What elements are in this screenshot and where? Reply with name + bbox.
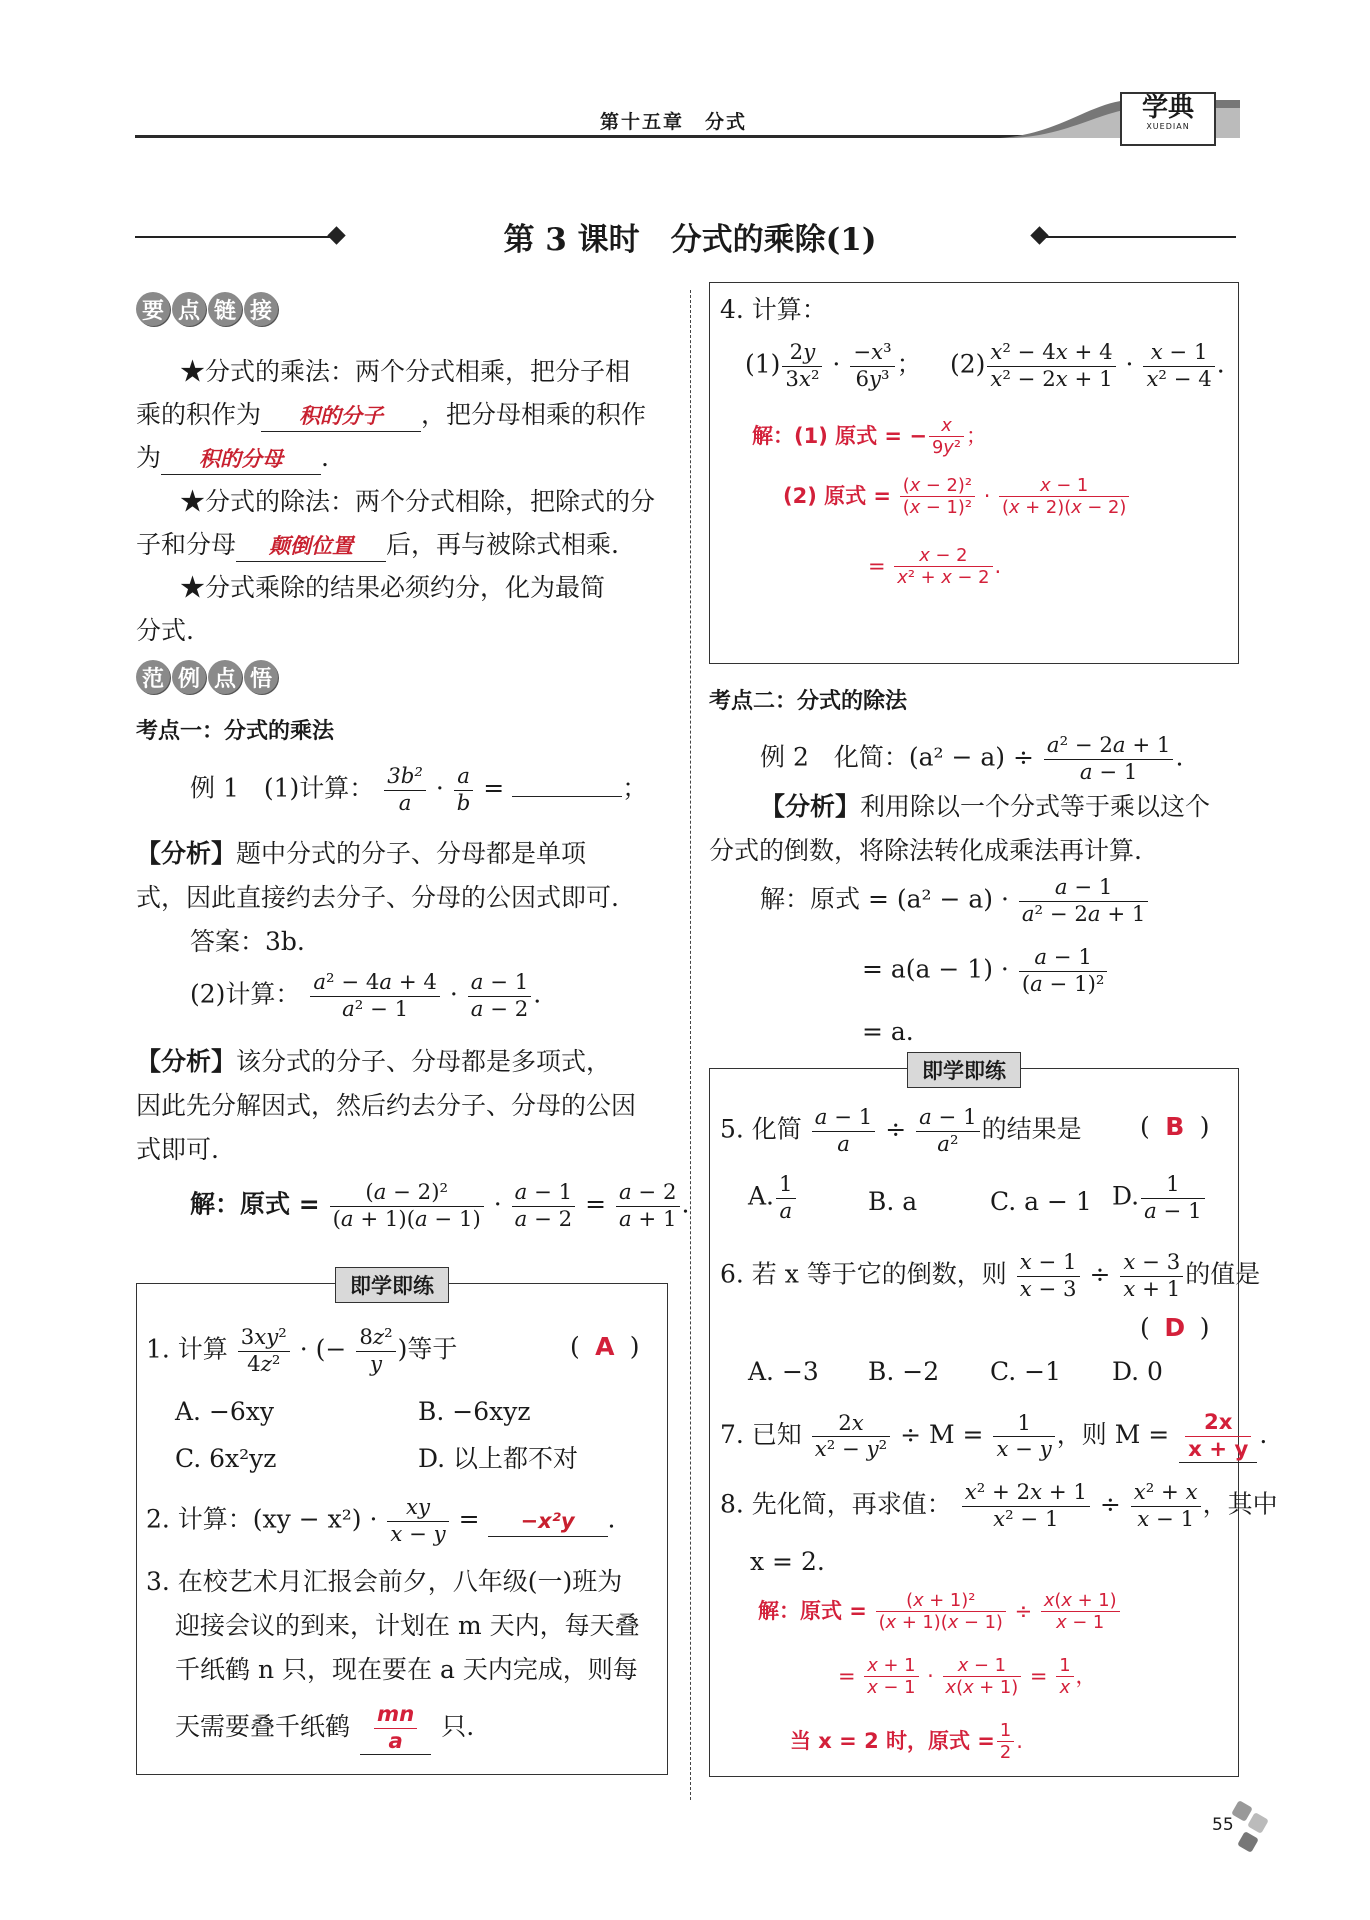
example-2-analysis-b: 分式的倒数，将除法转化成乘法再计算. bbox=[709, 836, 1142, 865]
kp-line-5: 子和分母 颠倒位置 后，再与被除式相乘. bbox=[136, 523, 619, 567]
blank-answer: 颠倒位置 bbox=[236, 531, 386, 562]
analysis-2-c: 式即可. bbox=[136, 1135, 219, 1164]
question-3-b: 迎接会议的到来，计划在 m 天内，每天叠 bbox=[175, 1611, 640, 1640]
q4-solution-2: (2) 原式 = $\frac{\text{(x − 2)²}}{\text{(x − 1)²}}$ · $\frac{x - 1}{(x + 2)(x - 2)}$ bbox=[783, 475, 1131, 519]
q5-option-b: B. a bbox=[868, 1187, 918, 1216]
example-1-1: 例 1 (1)计算： $\frac{\text{3b²}}{a}$ · $\frac{a}{b}$ = ； bbox=[190, 764, 648, 816]
kaodian-1-title: 考点一：分式的乘法 bbox=[136, 719, 335, 744]
q1-option-c: C. 6x²yz bbox=[175, 1444, 277, 1473]
hex-decoration bbox=[1231, 1800, 1253, 1822]
q6-option-b: B. −2 bbox=[868, 1357, 940, 1386]
question-3-d: 天需要叠千纸鹤 $\frac{mn}{a}$ 只. bbox=[175, 1702, 475, 1754]
q4-solution-1: 解：(1) 原式 = − $\frac{x}{\text{9y²}}$ ； bbox=[752, 415, 988, 459]
question-8-condition: x = 2. bbox=[750, 1547, 825, 1576]
question-4-label: 4. 计算： bbox=[720, 295, 827, 324]
question-8: 8. 先化简，再求值： $\frac{\text{x² + 2x + 1}}{\text{x² − 1}}$ ÷ $\frac{\text{x² + x}}{x - 1}$ ，其中 bbox=[720, 1480, 1278, 1532]
q1-option-d: D. 以上都不对 bbox=[418, 1444, 579, 1473]
page-number: 55 bbox=[1212, 1815, 1234, 1835]
question-6: 6. 若 x 等于它的倒数，则 $\frac{x - 1}{x - 3}$ ÷ $\frac{x - 3}{x + 1}$ 的值是 bbox=[720, 1250, 1261, 1302]
question-2: 2. 计算：(xy − x²) · $\frac{xy}{x - y}$ = −x²y . bbox=[146, 1495, 616, 1547]
q8-solution-1: 解：原式 = $\frac{\text{(x + 1)²}}{(x + 1)(x - 1)}$ ÷ $\frac{x(x + 1)}{x - 1}$ bbox=[758, 1590, 1122, 1634]
question-4-1: (1) $\frac{2y}{\text{3x²}}$ · $\frac{\text{−x³}}{\text{6y³}}$ ； bbox=[745, 340, 922, 392]
q6-option-c: C. −1 bbox=[990, 1357, 1061, 1386]
kp-line-6: ★分式乘除的结果必须约分，化为最简 bbox=[180, 573, 606, 602]
kp-line-4: ★分式的除法：两个分式相除，把除式的分 bbox=[180, 487, 656, 516]
kaodian-2-title: 考点二：分式的除法 bbox=[709, 689, 908, 714]
question-5: 5. 化简 $\frac{a - 1}{a}$ ÷ $\frac{a - 1}{\text{a²}}$ 的结果是 bbox=[720, 1105, 1082, 1157]
column-divider bbox=[690, 290, 691, 1800]
question-1-answer: ( A ) bbox=[570, 1332, 640, 1361]
q1-option-a: A. −6xy bbox=[175, 1397, 275, 1426]
q5-option-c: C. a − 1 bbox=[990, 1187, 1092, 1216]
title-rule-right bbox=[1046, 236, 1236, 238]
q1-option-b: B. −6xyz bbox=[418, 1397, 531, 1426]
hex-decoration bbox=[1247, 1812, 1269, 1834]
example-2-solution-c: = a. bbox=[862, 1017, 914, 1046]
question-5-answer: ( B ) bbox=[1140, 1112, 1210, 1141]
analysis-2-b: 因此先分解因式，然后约去分子、分母的公因 bbox=[136, 1091, 637, 1120]
answer-1: 答案：3b. bbox=[190, 927, 305, 956]
kp-line-1: ★分式的乘法：两个分式相乘，把分子相 bbox=[180, 357, 631, 386]
example-2-analysis-a: 【分析】利用除以一个分式等于乘以这个 bbox=[760, 792, 1211, 821]
badge-key-points: 要 点 链 接 bbox=[136, 292, 278, 326]
q8-solution-3: 当 x = 2 时，原式 = $\frac{1}{2}$ . bbox=[790, 1720, 1023, 1764]
question-4-2: (2) $\frac{\text{x² − 4x + 4}}{\text{x² − 2x + 1}}$ · $\frac{x - 1}{\text{x² − 4}}$ . bbox=[950, 340, 1225, 392]
question-7: 7. 已知 $\frac{2x}{\text{x² − y²}}$ ÷ M = $\frac{1}{x - y}$ ，则 M = $\frac{2x}{x + y}$ . bbox=[720, 1410, 1268, 1462]
question-3-c: 千纸鹤 n 只，现在要在 a 天内完成，则每 bbox=[175, 1655, 638, 1684]
chapter-title: 第十五章 分式 bbox=[600, 111, 748, 133]
question-3-a: 3. 在校艺术月汇报会前夕，八年级(一)班为 bbox=[146, 1567, 623, 1596]
q5-option-a: A. $\frac{1}{a}$ bbox=[748, 1172, 798, 1224]
example-2-solution-a: 解：原式 = (a² − a) · $\frac{a - 1}{\text{a² − 2a + 1}}$ bbox=[760, 875, 1150, 927]
q6-option-d: D. 0 bbox=[1112, 1357, 1163, 1386]
analysis-2-a: 【分析】该分式的分子、分母都是多项式， bbox=[136, 1047, 612, 1076]
header-rule bbox=[135, 135, 1135, 138]
diamond-icon bbox=[327, 226, 345, 244]
q4-solution-3: = $\frac{x - 2}{\text{x² + x − 2}}$ . bbox=[868, 545, 1002, 589]
q5-option-d: D. $\frac{1}{a - 1}$ bbox=[1112, 1172, 1207, 1224]
practice-tab: 即学即练 bbox=[907, 1052, 1021, 1088]
kp-line-7: 分式. bbox=[136, 616, 194, 645]
kp-line-2: 乘的积作为 积的分子 ，把分母相乘的积作 bbox=[136, 393, 646, 437]
q6-option-a: A. −3 bbox=[748, 1357, 819, 1386]
analysis-1-a: 【分析】题中分式的分子、分母都是单项 bbox=[136, 839, 587, 868]
question-6-answer: ( D ) bbox=[1140, 1313, 1210, 1342]
example-1-2: (2)计算： $\frac{\text{a² − 4a + 4}}{\text{a² − 1}}$ · $\frac{a - 1}{a - 2}$ . bbox=[190, 970, 542, 1022]
example-2-solution-b: = a(a − 1) · $\frac{a - 1}{\text{(a − 1)²}}$ bbox=[862, 945, 1109, 997]
blank-answer: 积的分母 bbox=[161, 444, 321, 475]
publisher-logo: 学典 XUEDIAN bbox=[1120, 92, 1216, 146]
q8-solution-2: = $\frac{x + 1}{x - 1}$ · $\frac{x - 1}{x(x + 1)}$ = $\frac{1}{x}$ ， bbox=[838, 1655, 1097, 1699]
solution-1-2: 解：原式 = $\frac{\text{(a − 2)²}}{(a + 1)(a - 1)}$ · $\frac{a - 1}{a - 2}$ = $\frac{a - 2}{a + 1}$ . bbox=[190, 1180, 690, 1232]
title-rule-left bbox=[135, 236, 335, 238]
badge-examples: 范 例 点 悟 bbox=[136, 660, 278, 694]
lesson-title: 第 3 课时 分式的乘除(1) bbox=[503, 222, 877, 258]
practice-tab: 即学即练 bbox=[335, 1267, 449, 1303]
example-2: 例 2 化简：(a² − a) ÷ $\frac{\text{a² − 2a + 1}}{a - 1}$ . bbox=[760, 733, 1184, 785]
kp-line-3: 为 积的分母 . bbox=[136, 436, 329, 480]
question-1: 1. 计算 $\frac{\text{3xy²}}{\text{4z²}}$ · (− $\frac{\text{8z²}}{y}$ )等于 bbox=[146, 1325, 458, 1377]
blank-answer: 积的分子 bbox=[261, 401, 421, 432]
analysis-1-b: 式，因此直接约去分子、分母的公因式即可. bbox=[136, 883, 619, 912]
hex-decoration bbox=[1237, 1831, 1259, 1853]
